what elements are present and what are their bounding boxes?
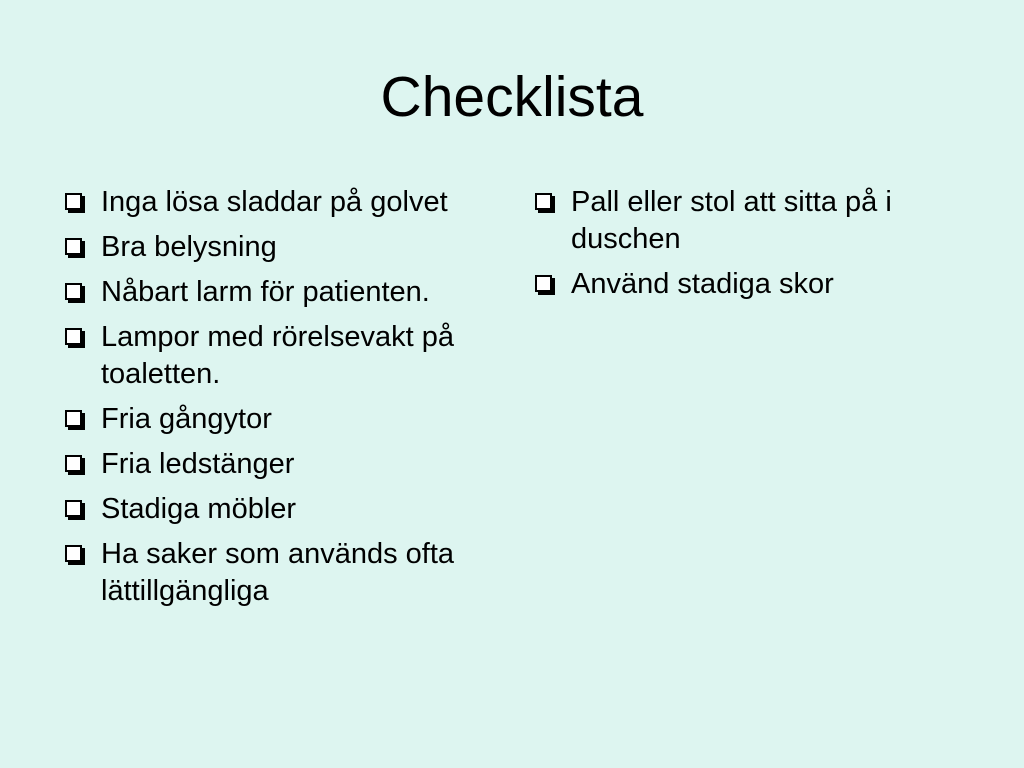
checklist-item-text: Bra belysning [101,231,277,263]
checklist-item-text: Använd stadiga skor [571,268,834,300]
checkbox-bullet-icon [65,328,82,345]
checkbox-bullet-icon [65,500,82,517]
checklist-right-column [532,184,972,311]
checkbox-bullet-icon [65,455,82,472]
checkbox-bullet-icon [535,275,552,292]
checklist-item [62,536,502,610]
checklist-item [532,184,972,258]
checklist-item-text: Inga lösa sladdar på golvet [101,186,448,218]
checklist-item-text: Ha saker som används ofta lättillgängliga [101,538,455,607]
checkbox-bullet-icon [65,545,82,562]
checklist-item [62,446,502,483]
checklist-item-text: Stadiga möbler [101,493,297,525]
checklist-item [62,491,502,528]
checkbox-bullet-icon [65,410,82,427]
checklist-item-text: Fria gångytor [101,403,272,435]
checkbox-bullet-icon [65,193,82,210]
checkbox-bullet-icon [65,238,82,255]
checklist-item-text: Lampor med rörelsevakt på toaletten. [101,321,454,390]
checklist-item [62,401,502,438]
checkbox-bullet-icon [65,283,82,300]
checklist-item [62,274,502,311]
checklist-item-text: Fria ledstänger [101,448,295,480]
checklist-item-text: Pall eller stol att sitta på i duschen [571,186,892,255]
slide-title: Checklista [380,65,644,129]
checklist-left-column [62,184,502,618]
checklist-item [62,184,502,221]
checklist-item-text: Nåbart larm för patienten. [101,276,430,308]
checklist-item [62,229,502,266]
checklist-item [62,319,502,393]
checkbox-bullet-icon [535,193,552,210]
checklist-item [532,266,972,303]
